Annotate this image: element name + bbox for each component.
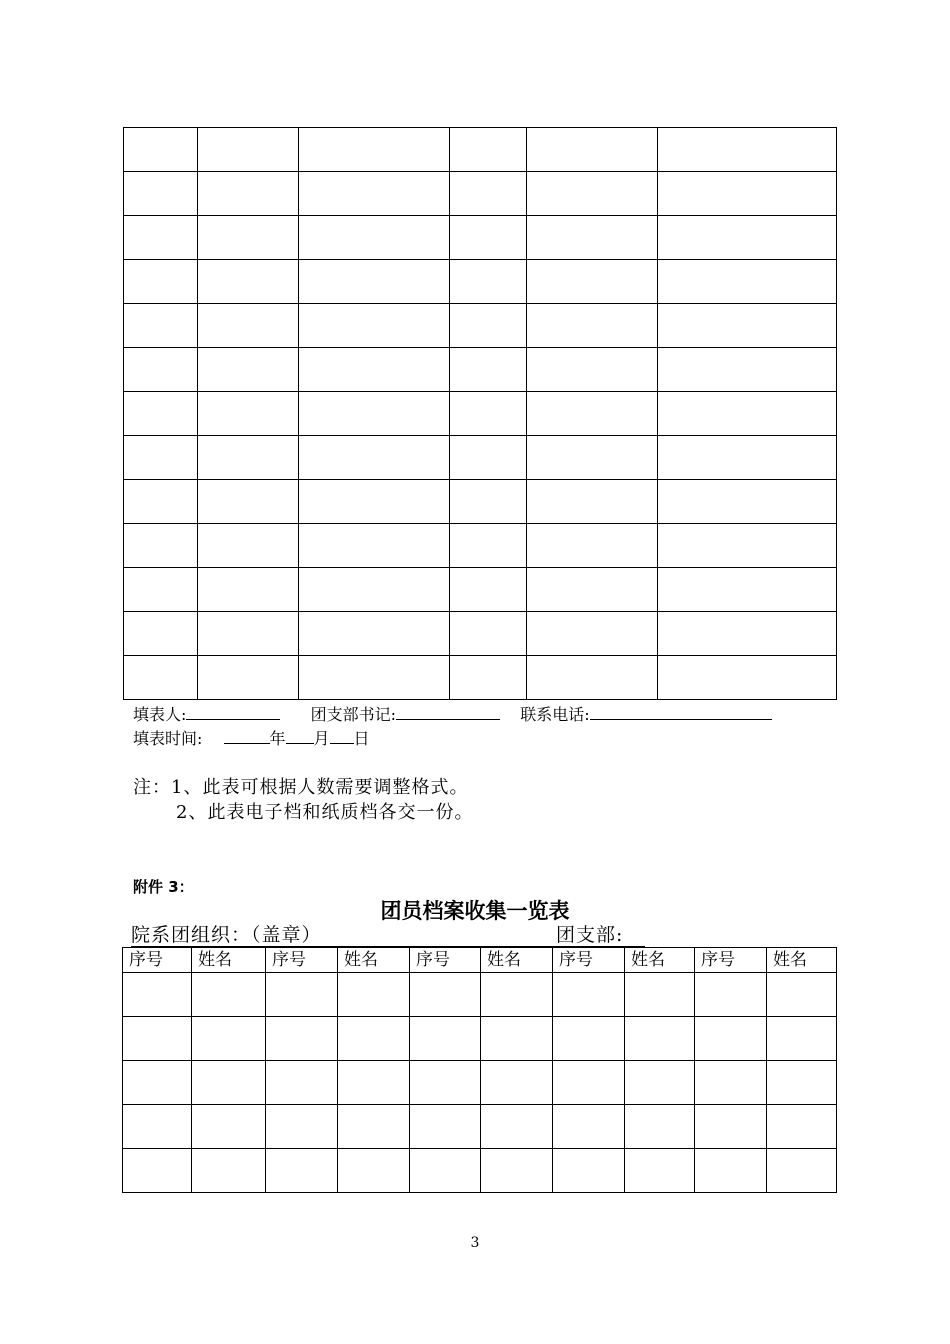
table-cell[interactable]	[527, 436, 658, 480]
header-serial: 序号	[695, 948, 767, 973]
header-name: 姓名	[481, 948, 553, 973]
table-cell[interactable]	[527, 260, 658, 304]
day-label: 日	[353, 729, 370, 748]
table-cell[interactable]	[410, 1017, 481, 1061]
table-row	[123, 1105, 837, 1149]
table-cell[interactable]	[299, 656, 450, 700]
upper-table-body	[124, 128, 837, 700]
org-label: 院系团组织：（盖章）	[131, 924, 322, 946]
table-cell[interactable]	[299, 260, 450, 304]
table-cell[interactable]	[198, 524, 299, 568]
filler-label: 填表人:	[133, 705, 187, 724]
table-cell[interactable]	[450, 172, 527, 216]
table-cell[interactable]	[410, 1061, 481, 1105]
table-cell[interactable]	[767, 1149, 837, 1193]
table-cell[interactable]	[124, 568, 198, 612]
table-cell[interactable]	[658, 436, 837, 480]
table-cell[interactable]	[658, 392, 837, 436]
table-cell[interactable]	[481, 1017, 553, 1061]
table-cell[interactable]	[198, 568, 299, 612]
table-cell[interactable]	[658, 260, 837, 304]
table-cell[interactable]	[658, 128, 837, 172]
table-cell[interactable]	[123, 1061, 192, 1105]
month-label: 月	[313, 729, 330, 748]
table-cell[interactable]	[198, 612, 299, 656]
table-cell[interactable]	[450, 656, 527, 700]
table-cell[interactable]	[198, 392, 299, 436]
table-cell[interactable]	[767, 973, 837, 1017]
table-cell[interactable]	[450, 128, 527, 172]
table-cell[interactable]	[192, 1061, 266, 1105]
table-cell[interactable]	[124, 436, 198, 480]
table-cell[interactable]	[266, 1061, 338, 1105]
table-row	[124, 216, 837, 260]
table-cell[interactable]	[123, 1149, 192, 1193]
table-cell[interactable]	[695, 1017, 767, 1061]
secretary-label: 团支部书记:	[310, 705, 396, 724]
table-cell[interactable]	[527, 172, 658, 216]
table-row	[124, 128, 837, 172]
table-cell[interactable]	[124, 480, 198, 524]
table-row	[124, 260, 837, 304]
header-serial: 序号	[410, 948, 481, 973]
branch-label: 团支部:	[556, 924, 624, 946]
table-cell[interactable]	[192, 1017, 266, 1061]
table-cell[interactable]	[527, 392, 658, 436]
table-cell[interactable]	[481, 1061, 553, 1105]
table-cell[interactable]	[266, 1017, 338, 1061]
note-text-2: 2、此表电子档和纸质档各交一份。	[176, 802, 474, 823]
table-row	[123, 1149, 837, 1193]
table-cell[interactable]	[299, 216, 450, 260]
header-name: 姓名	[192, 948, 266, 973]
table-cell[interactable]	[695, 1149, 767, 1193]
table-cell[interactable]	[450, 436, 527, 480]
table-cell[interactable]	[658, 524, 837, 568]
table-cell[interactable]	[410, 973, 481, 1017]
note-line-1	[133, 777, 468, 799]
phone-label: 联系电话:	[520, 705, 590, 724]
upper-form-table	[123, 127, 837, 700]
table-cell[interactable]	[192, 1149, 266, 1193]
lower-form-table	[122, 947, 837, 1193]
table-cell[interactable]	[625, 1105, 695, 1149]
table-cell[interactable]	[124, 392, 198, 436]
table-cell[interactable]	[124, 128, 198, 172]
header-name: 姓名	[625, 948, 695, 973]
table-row	[124, 612, 837, 656]
table-cell[interactable]	[450, 612, 527, 656]
table-cell[interactable]	[266, 1105, 338, 1149]
table-cell[interactable]	[124, 348, 198, 392]
year-label: 年	[269, 729, 286, 748]
table-cell[interactable]	[658, 568, 837, 612]
table-cell[interactable]	[527, 348, 658, 392]
table-cell[interactable]	[124, 524, 198, 568]
table-row	[124, 480, 837, 524]
page-number: 3	[470, 1235, 480, 1251]
table-cell[interactable]	[658, 656, 837, 700]
table-cell[interactable]	[198, 172, 299, 216]
note-prefix: 注：	[133, 777, 171, 798]
table-row	[123, 1017, 837, 1061]
table-cell[interactable]	[450, 304, 527, 348]
table-cell[interactable]	[553, 1149, 625, 1193]
table-cell[interactable]	[198, 480, 299, 524]
table-cell[interactable]	[658, 612, 837, 656]
table-cell[interactable]	[625, 1061, 695, 1105]
table-cell[interactable]	[658, 480, 837, 524]
table-cell[interactable]	[299, 480, 450, 524]
table-cell[interactable]	[553, 1017, 625, 1061]
table-row	[124, 436, 837, 480]
table-cell[interactable]	[124, 304, 198, 348]
month-field[interactable]	[286, 727, 314, 744]
table-cell[interactable]	[658, 216, 837, 260]
signature-line	[133, 703, 772, 725]
table-cell[interactable]	[658, 172, 837, 216]
table-cell[interactable]	[450, 480, 527, 524]
table-row	[124, 568, 837, 612]
header-name: 姓名	[767, 948, 837, 973]
table-cell[interactable]	[553, 973, 625, 1017]
table-cell[interactable]	[299, 172, 450, 216]
table-cell[interactable]	[338, 1061, 410, 1105]
table-cell[interactable]	[299, 304, 450, 348]
table-cell[interactable]	[527, 480, 658, 524]
table-cell[interactable]	[625, 973, 695, 1017]
table-cell[interactable]	[450, 392, 527, 436]
table-cell[interactable]	[767, 1017, 837, 1061]
lower-table-header	[123, 948, 837, 973]
table-row	[124, 348, 837, 392]
form2-subheader	[131, 922, 645, 947]
table-cell[interactable]	[299, 568, 450, 612]
table-cell[interactable]	[123, 973, 192, 1017]
table-cell[interactable]	[299, 524, 450, 568]
table-cell[interactable]	[527, 568, 658, 612]
secretary-field[interactable]	[396, 703, 500, 720]
table-cell[interactable]	[527, 656, 658, 700]
table-cell[interactable]	[124, 216, 198, 260]
day-field[interactable]	[330, 727, 354, 744]
table-row	[124, 172, 837, 216]
table-cell[interactable]	[410, 1149, 481, 1193]
table-cell[interactable]	[527, 128, 658, 172]
table-cell[interactable]	[198, 304, 299, 348]
table-cell[interactable]	[527, 216, 658, 260]
table-cell[interactable]	[338, 1105, 410, 1149]
table-cell[interactable]	[198, 656, 299, 700]
table-cell[interactable]	[266, 1149, 338, 1193]
year-field[interactable]	[224, 727, 270, 744]
table-cell[interactable]	[299, 392, 450, 436]
table-cell[interactable]	[553, 1061, 625, 1105]
table-cell[interactable]	[299, 128, 450, 172]
note-line-2	[176, 802, 473, 824]
table-cell[interactable]	[124, 612, 198, 656]
attachment-label: 附件 3：	[133, 878, 194, 896]
date-line	[133, 727, 370, 749]
table-cell[interactable]	[299, 612, 450, 656]
lower-table-body	[123, 948, 837, 1193]
table-cell[interactable]	[553, 1105, 625, 1149]
table-cell[interactable]	[625, 1149, 695, 1193]
table-cell[interactable]	[192, 973, 266, 1017]
table-cell[interactable]	[481, 1149, 553, 1193]
table-cell[interactable]	[450, 524, 527, 568]
table-cell[interactable]	[695, 1061, 767, 1105]
note-text-1: 1、此表可根据人数需要调整格式。	[171, 777, 469, 798]
table-cell[interactable]	[450, 348, 527, 392]
table-cell[interactable]	[124, 260, 198, 304]
table-row	[123, 973, 837, 1017]
table-cell[interactable]	[450, 568, 527, 612]
header-name: 姓名	[338, 948, 410, 973]
table-cell[interactable]	[658, 304, 837, 348]
table-cell[interactable]	[625, 1017, 695, 1061]
date-label: 填表时间:	[133, 729, 203, 748]
table-cell[interactable]	[527, 612, 658, 656]
table-cell[interactable]	[192, 1105, 266, 1149]
header-serial: 序号	[123, 948, 192, 973]
table-cell[interactable]	[450, 260, 527, 304]
table-cell[interactable]	[338, 973, 410, 1017]
table-cell[interactable]	[481, 1105, 553, 1149]
table-cell[interactable]	[527, 524, 658, 568]
table-cell[interactable]	[124, 172, 198, 216]
table-cell[interactable]	[450, 216, 527, 260]
table-cell[interactable]	[695, 973, 767, 1017]
table-cell[interactable]	[198, 260, 299, 304]
table-cell[interactable]	[695, 1105, 767, 1149]
table-cell[interactable]	[123, 1017, 192, 1061]
table-row	[124, 392, 837, 436]
table-cell[interactable]	[198, 128, 299, 172]
table-row	[124, 524, 837, 568]
table-row	[124, 304, 837, 348]
table-cell[interactable]	[658, 348, 837, 392]
phone-field[interactable]	[590, 703, 772, 720]
table-row	[124, 656, 837, 700]
header-serial: 序号	[266, 948, 338, 973]
table-cell[interactable]	[198, 348, 299, 392]
filler-field[interactable]	[186, 703, 280, 720]
table-cell[interactable]	[338, 1149, 410, 1193]
table-cell[interactable]	[299, 436, 450, 480]
form2-title: 团员档案收集一览表	[380, 899, 570, 923]
table-cell[interactable]	[198, 216, 299, 260]
header-serial: 序号	[553, 948, 625, 973]
table-cell[interactable]	[527, 304, 658, 348]
table-cell[interactable]	[123, 1105, 192, 1149]
table-cell[interactable]	[338, 1017, 410, 1061]
table-cell[interactable]	[481, 973, 553, 1017]
table-cell[interactable]	[410, 1105, 481, 1149]
table-cell[interactable]	[266, 973, 338, 1017]
table-cell[interactable]	[124, 656, 198, 700]
table-cell[interactable]	[767, 1105, 837, 1149]
table-cell[interactable]	[299, 348, 450, 392]
table-cell[interactable]	[767, 1061, 837, 1105]
table-cell[interactable]	[198, 436, 299, 480]
table-row	[123, 1061, 837, 1105]
